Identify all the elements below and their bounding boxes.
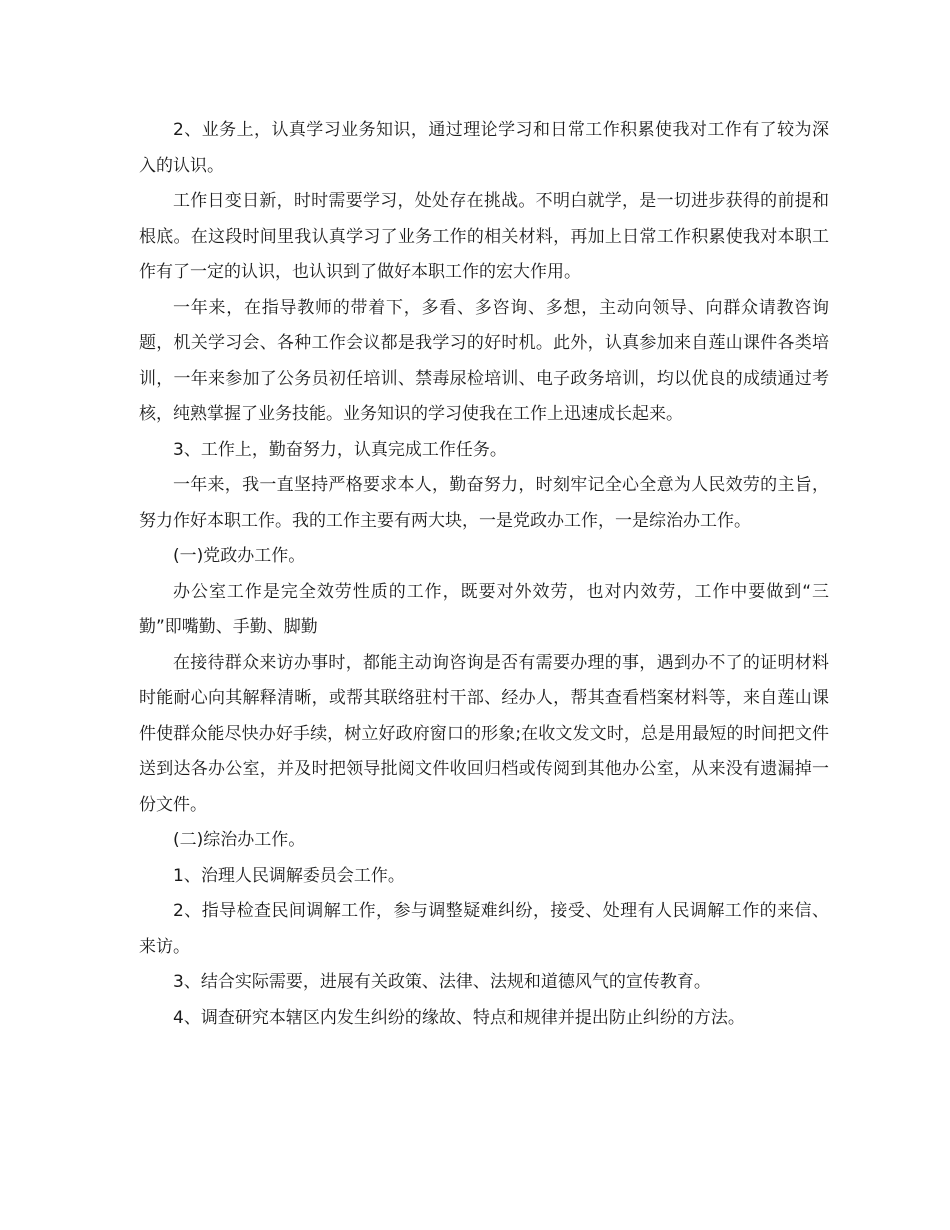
paragraph-work-overview: 一年来，我一直坚持严格要求本人，勤奋努力，时刻牢记全心全意为人民效劳的主旨，努力作好本职工作。我的工作主要有两大块，一是党政办工作，一是综治办工作。 bbox=[139, 475, 829, 531]
paragraph-business-study: 2、业务上，认真学习业务知识，通过理论学习和日常工作积累使我对工作有了较为深入的认识。 bbox=[139, 120, 829, 176]
paragraph-party-office-heading: (一)党政办工作。 bbox=[173, 546, 306, 566]
document-body bbox=[139, 113, 829, 1036]
paragraph-office-service: 办公室工作是完全效劳性质的工作，既要对外效劳，也对内效劳，工作中要做到“三勤”即嘴勤、手勤、脚勤 bbox=[139, 581, 829, 637]
paragraph-comprehensive-office-heading: (二)综治办工作。 bbox=[173, 830, 306, 850]
paragraph-training: 一年来，在指导教师的带着下，多看、多咨询、多想，主动向领导、向群众请教咨询题，机关学习会、各种工作会议都是我学习的好时机。此外，认真参加来自莲山课件各类培训，一年来参加了公务员初任培训、禁毒尿检培训、电子政务培训，均以优良的成绩通过考核，纯熟掌握了业务技能。业务知识的学习使我在工作上迅速成长起来。 bbox=[139, 297, 829, 424]
paragraph-daily-learning: 工作日变日新，时时需要学习，处处存在挑战。不明白就学，是一切进步获得的前提和根底。在这段时间里我认真学习了业务工作的相关材料，再加上日常工作积累使我对本职工作有了一定的认识，也认识到了做好本职工作的宏大作用。 bbox=[139, 191, 829, 282]
paragraph-duty-4: 4、调查研究本辖区内发生纠纷的缘故、特点和规律并提出防止纠纷的方法。 bbox=[173, 1007, 745, 1028]
paragraph-reception: 在接待群众来访办事时，都能主动询咨询是否有需要办理的事，遇到办不了的证明材料时能耐心向其解释清晰，或帮其联络驻村干部、经办人，帮其查看档案材料等，来自莲山课件使群众能尽快办好手续，树立好政府窗口的形象;在收文发文时，总是用最短的时间把文件送到达各办公室，并及时把领导批阅文件收回归档或传阅到其他办公室，从来没有遗漏掉一份文件。 bbox=[139, 652, 829, 815]
paragraph-duty-3: 3、结合实际需要，进展有关政策、法律、法规和道德风气的宣传教育。 bbox=[173, 972, 711, 992]
paragraph-duty-2: 2、指导检查民间调解工作，参与调整疑难纠纷，接受、处理有人民调解工作的来信、来访。 bbox=[139, 901, 829, 957]
paragraph-work-tasks-heading: 3、工作上，勤奋努力，认真完成工作任务。 bbox=[173, 439, 507, 460]
paragraph-duty-1: 1、治理人民调解委员会工作。 bbox=[173, 865, 405, 886]
